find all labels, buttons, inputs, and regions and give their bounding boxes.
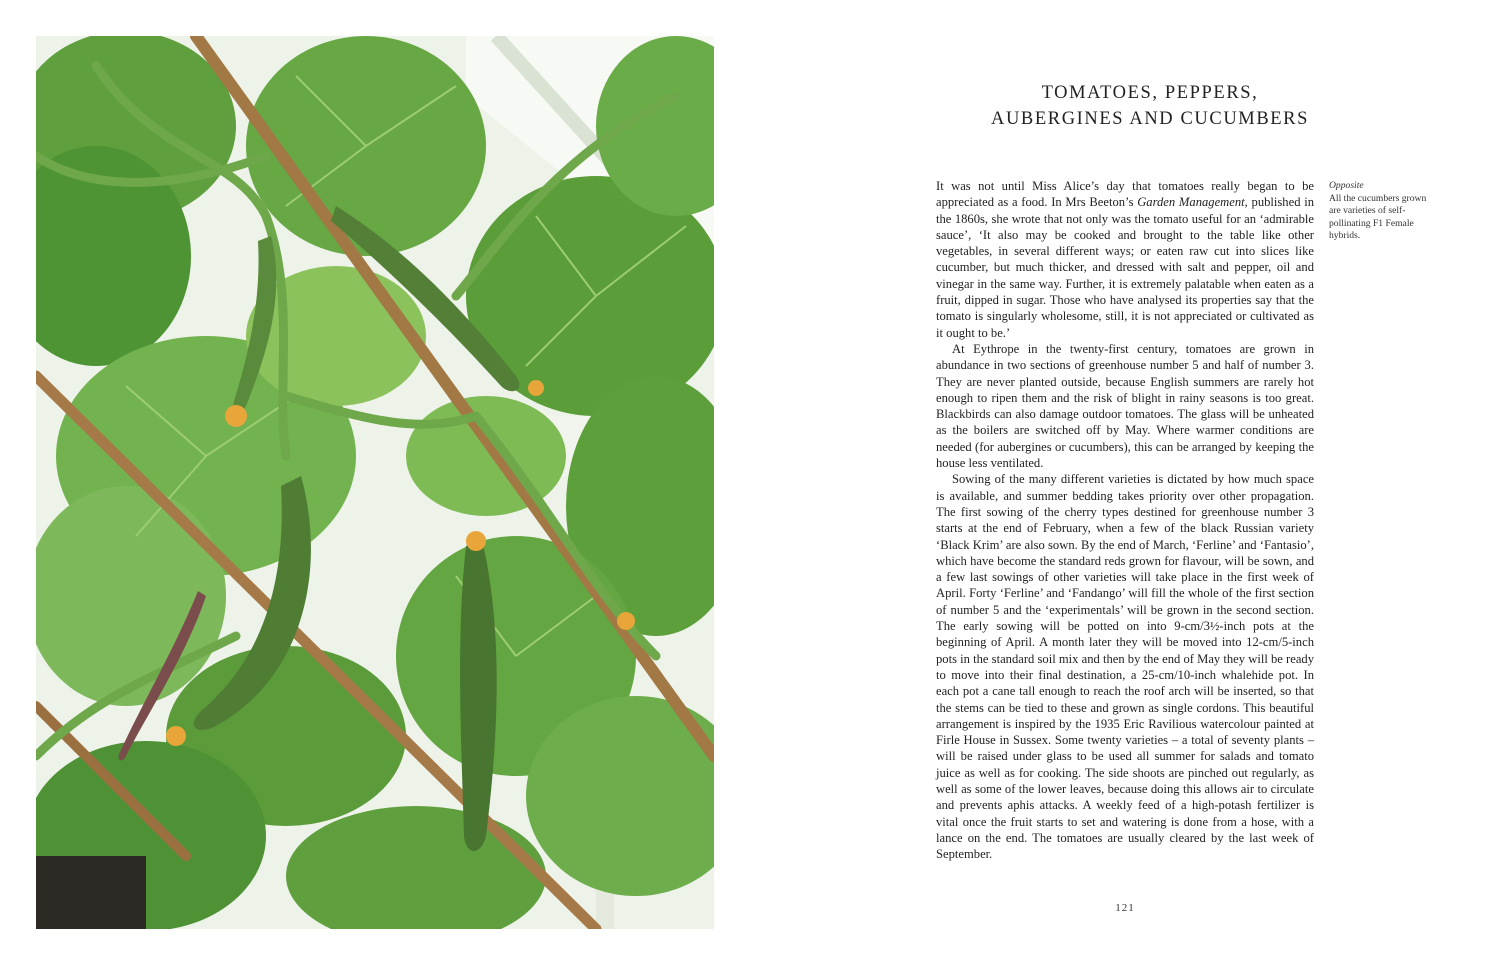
body-text: [936, 178, 1314, 862]
photo-caption: [1329, 180, 1437, 243]
cucumber-plants-photo: [36, 36, 714, 929]
paragraph-3: Sowing of the many different varieties is dictated by how much space is available, and summer bedding takes priority over other propagation. The first sowing of the cherry types destined for greenhouse number 3 starts at the end of February, when a few of the black Russian variety ‘Black Krim’ are also sown. By the end of March, ‘Ferline’ and ‘Fantasio’, which have become the standard reds grown for flavour, will be sown, and a few last sowings of other varieties will take place in the first week of April. Forty ‘Ferline’ and ‘Fandango’ will fill the whole of the first section of number 5 and the ‘experimentals’ will be grown in the second section. The early sowing will be potted on into 9-cm/3½-inch pots at the beginning of April. A month later they will be moved into 12-cm/5-inch pots in the standard soil mix and then by the end of May they will be ready to move into their final destination, a 25-cm/10-inch whalehide pot. In each pot a cane tall enough to reach the roof arch will be inserted, so that the stems can be tied to these and grown as single cordons. This beautiful arrangement is inspired by the 1935 Eric Ravilious watercolour painted at Firle House in Sussex. Some twenty varieties – a total of seventy plants – will be raised under glass to be used all summer for salads and tomato juice as well as for cooking. The side shoots are pinched out regularly, as well as some of the lower leaves, because doing this allows air to circulate and prevents aphis attacks. A weekly feed of a high-potash fertilizer is vital once the fruit starts to set and watering is done from a hose, with a lance on the end. The tomatoes are usually cleared by the last week of September.: [936, 472, 1314, 862]
heading-line-2: AUBERGINES AND CUCUMBERS: [991, 109, 1309, 129]
paragraph-1-end: , published in the 1860s, she wrote that not only was the tomato useful for an ‘admirable sauce’, ‘It also may be cooked and brought to the table like other vegetables, in several different ways; or eaten raw cut into slices like cucumber, but much thicker, and dressed with salt and pepper, oil and vinegar in the same way. Further, it is extremely palatable when eaten as a fruit, dipped in sugar. Those who have analysed its properties say that the tomato is singularly wholesome, still, it is not appreciated or cultivated as it ought to be.’: [936, 195, 1314, 340]
page-number: 121: [1115, 902, 1135, 914]
paragraph-2: At Eythrope in the twenty-first century, tomatoes are grown in abundance in two sections of greenhouse number 5 and half of number 3. They are never planted outside, because English summers are rarely hot enough to ripen them and the risk of blight in rainy seasons is too great. Blackbirds can also damage outdoor tomatoes. The glass will be unheated as the boilers are switched off by May. Where warmer conditions are needed (for aubergines or cucumbers), this can be arranged by keeping the house less ventilated.: [936, 341, 1314, 471]
plant-pot: [36, 856, 146, 929]
caption-text: All the cucumbers grown are varieties of self-pollinating F1 Female hybrids.: [1329, 192, 1427, 242]
book-title: Garden Management: [1137, 195, 1245, 210]
chapter-heading: [900, 80, 1400, 132]
heading-line-1: TOMATOES, PEPPERS,: [1041, 83, 1259, 103]
paragraph-1: [936, 178, 1314, 341]
paragraph-1-start: It was not until Miss Alice’s day that tomatoes really began to be appreciated as a food. In Mrs Beeton’s: [936, 179, 1314, 210]
caption-label: Opposite: [1329, 180, 1364, 191]
photo-illustration: [36, 36, 714, 929]
